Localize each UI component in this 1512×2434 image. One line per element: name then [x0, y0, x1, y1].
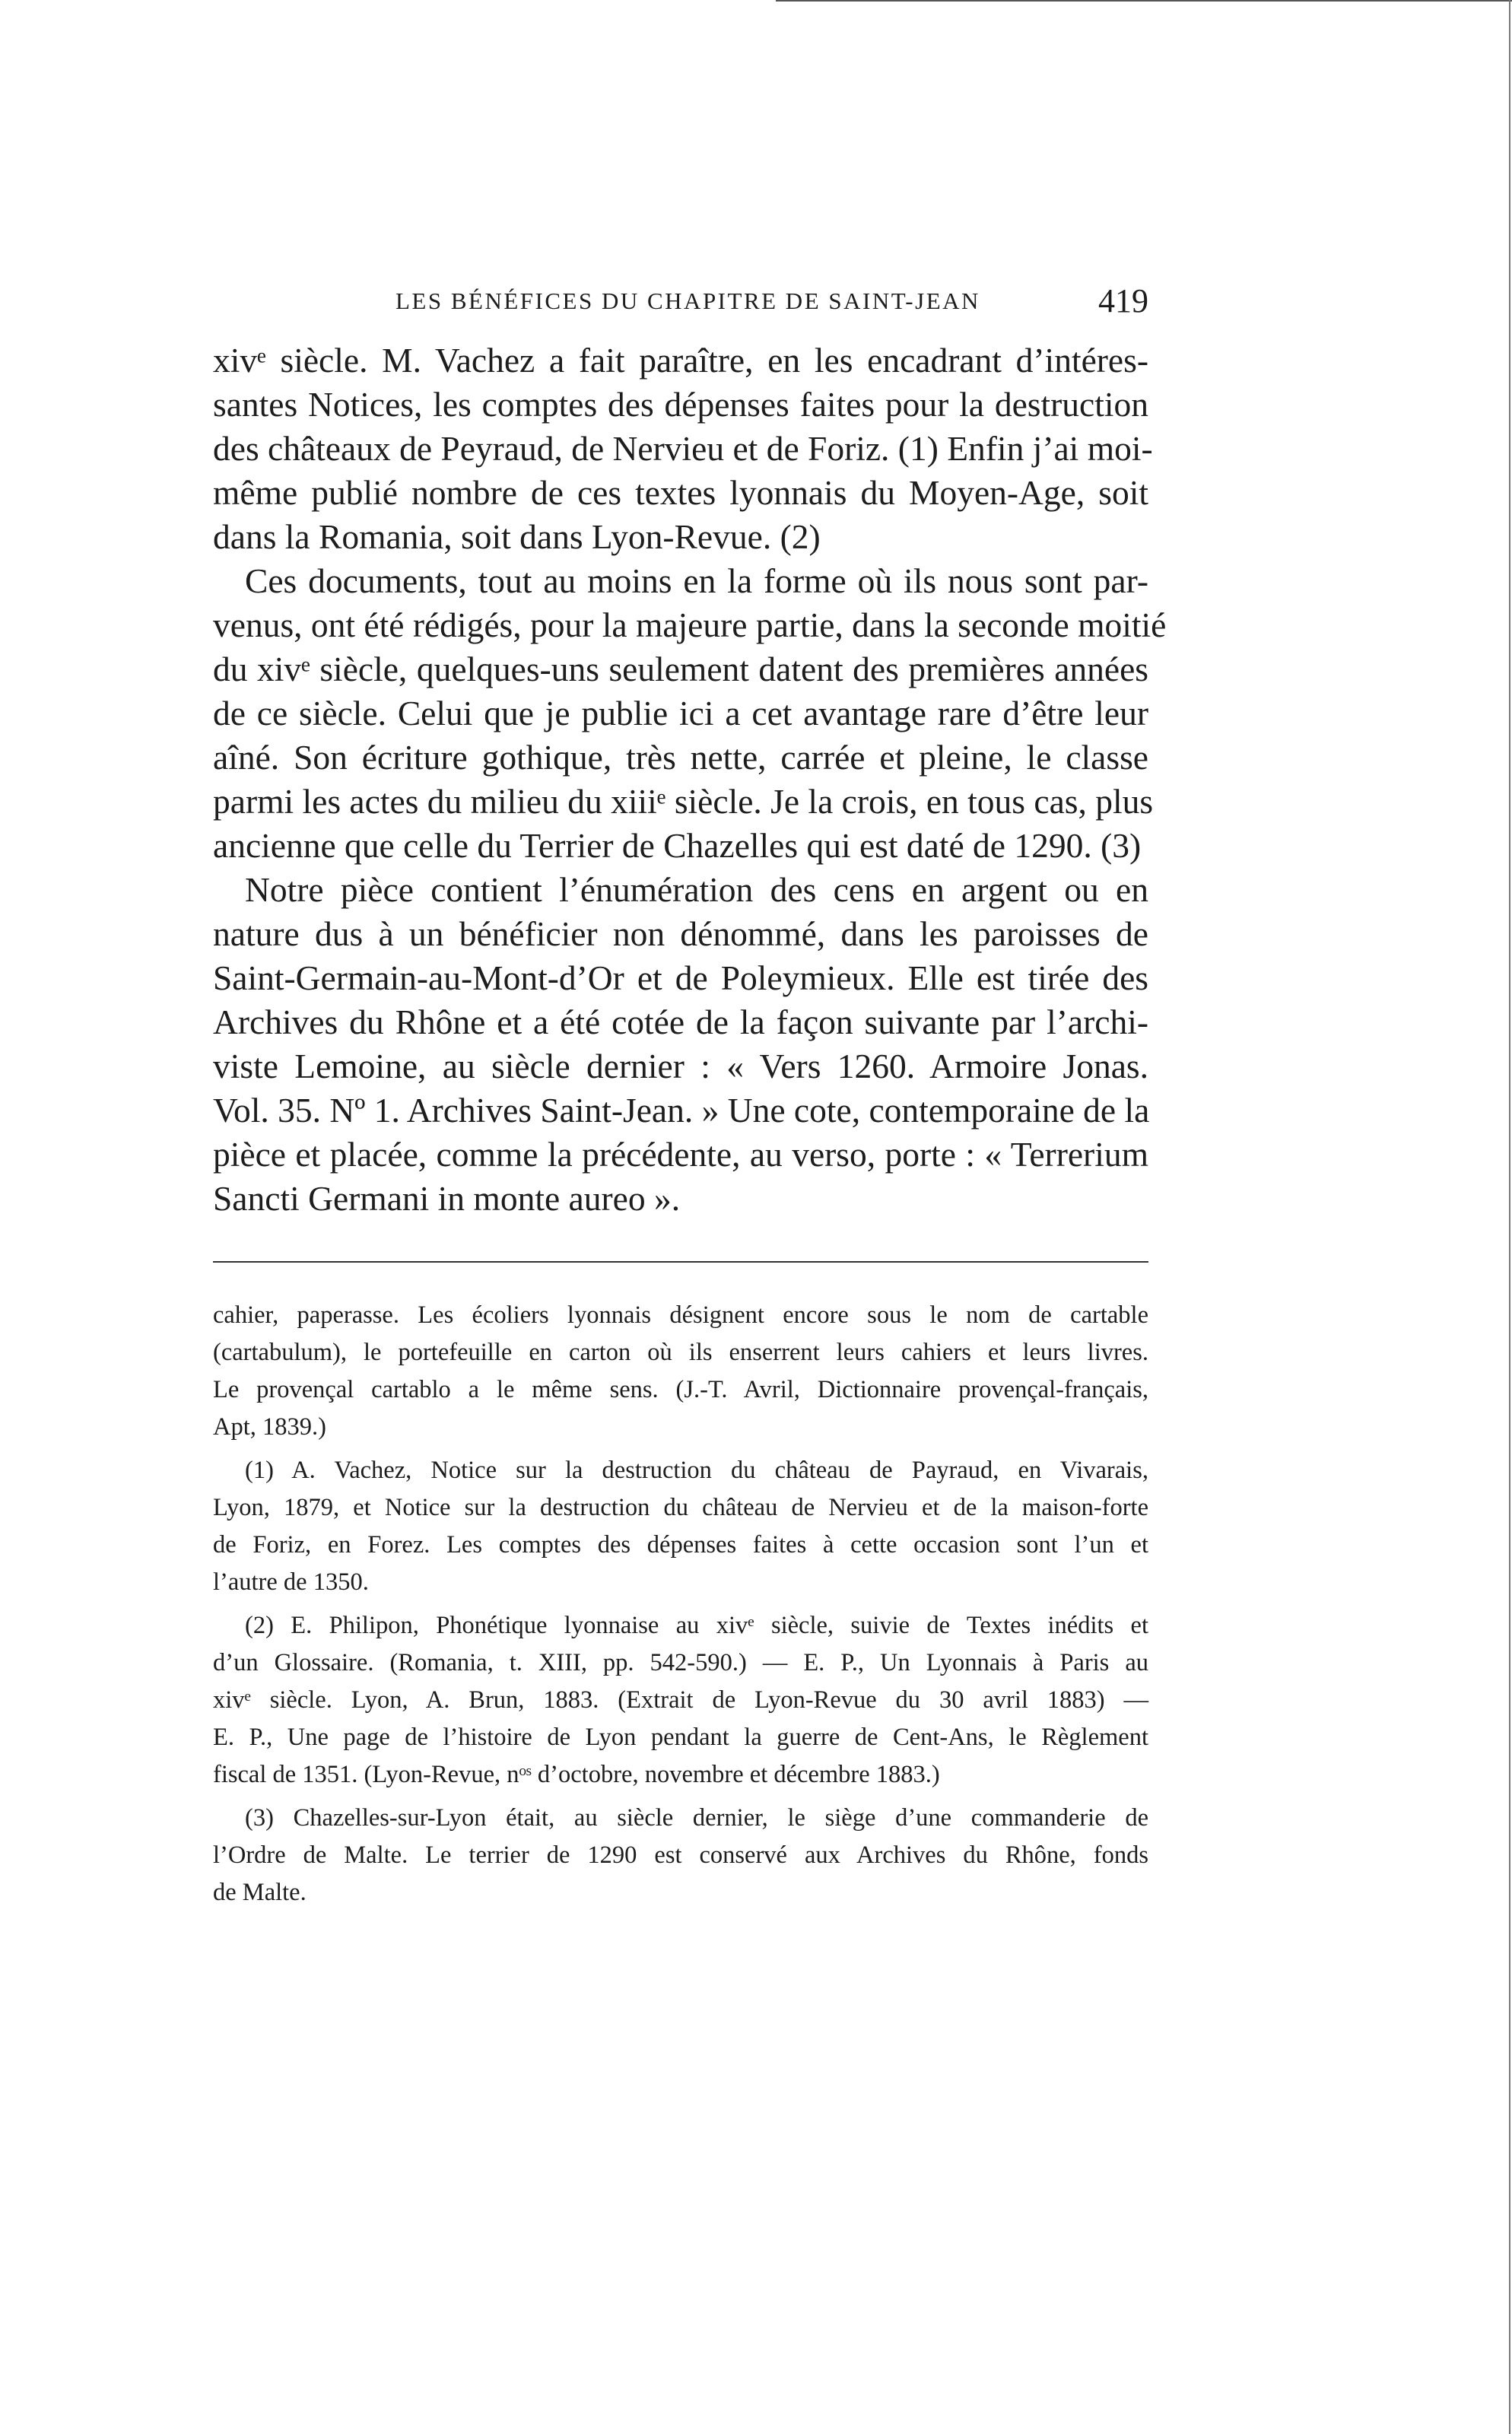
- text-line: Vol. 35. Nº 1. Archives Saint-Jean. » Une cote, contemporaine de la: [213, 1091, 1150, 1130]
- text-line: parmi les actes du milieu du xiiiᵉ siècle. Je la crois, en tous cas, plus: [213, 782, 1154, 821]
- footnote-line: (1) A. Vachez, Notice sur la destruction du château de Payraud, en Vivarais,: [245, 1457, 1148, 1484]
- text-line: Notre pièce contient l’énumération des cens en argent ou en: [245, 870, 1148, 909]
- footnote-line: de Malte.: [213, 1879, 307, 1906]
- text-line: Sancti Germani in monte aureo ».: [213, 1179, 681, 1218]
- text-line: Ces documents, tout au moins en la forme où ils nous sont par-: [245, 561, 1148, 600]
- text-line: du xivᵉ siècle, quelques-uns seulement datent des premières années: [213, 650, 1148, 688]
- footnote-line: xivᵉ siècle. Lyon, A. Brun, 1883. (Extrait de Lyon-Revue du 30 avril 1883) —: [213, 1686, 1148, 1714]
- paragraph-3: [213, 868, 1148, 1221]
- footnote-separator: [213, 1261, 1148, 1263]
- footnote-1: [213, 1452, 1148, 1601]
- footnote-line: (2) E. Philipon, Phonétique lyonnaise au xivᵉ siècle, suivie de Textes inédits et: [245, 1612, 1148, 1639]
- main-text: [213, 338, 1167, 1221]
- text-line: des châteaux de Peyraud, de Nervieu et de Foriz. (1) Enfin j’ai moi-: [213, 429, 1153, 468]
- footnote-line: cahier, paperasse. Les écoliers lyonnais désignent encore sous le nom de cartable: [213, 1301, 1148, 1329]
- text-line: pièce et placée, comme la précédente, au verso, porte : « Terrerium: [213, 1135, 1148, 1174]
- footnote-line: (cartabulum), le portefeuille en carton où ils enserrent leurs cahiers et leurs livres.: [213, 1339, 1148, 1366]
- right-edge-rule: [1509, 0, 1510, 2434]
- text-line: Saint-Germain-au-Mont-d’Or et de Poleymieux. Elle est tirée des: [213, 958, 1148, 997]
- page-header: [213, 281, 1148, 335]
- paragraph-1: [213, 338, 1153, 559]
- text-line: Archives du Rhône et a été cotée de la façon suivante par l’archi-: [213, 1003, 1148, 1041]
- text-line: xivᵉ siècle. M. Vachez a fait paraître, en les encadrant d’intéres-: [213, 341, 1148, 380]
- footnote-line: Le provençal cartablo a le même sens. (J.-T. Avril, Dictionnaire provençal-français,: [213, 1376, 1148, 1403]
- footnotes: [213, 1297, 1148, 1918]
- text-line: ancienne que celle du Terrier de Chazelles qui est daté de 1290. (3): [213, 826, 1142, 865]
- paragraph-2: [213, 559, 1167, 868]
- footnote-line: l’Ordre de Malte. Le terrier de 1290 est conservé aux Archives du Rhône, fonds: [213, 1841, 1148, 1869]
- footnote-3: [213, 1800, 1148, 1911]
- text-line: même publié nombre de ces textes lyonnais du Moyen-Age, soit: [213, 473, 1148, 512]
- footnote-continuation: [213, 1297, 1148, 1446]
- footnote-line: fiscal de 1351. (Lyon-Revue, nᵒˢ d’octobre, novembre et décembre 1883.): [213, 1761, 940, 1788]
- text-line: aîné. Son écriture gothique, très nette, carrée et pleine, le classe: [213, 738, 1148, 777]
- footnote-line: l’autre de 1350.: [213, 1568, 369, 1596]
- text-line: de ce siècle. Celui que je publie ici a cet avantage rare d’être leur: [213, 694, 1148, 732]
- text-line: dans la Romania, soit dans Lyon-Revue. (2): [213, 517, 821, 556]
- running-title: LES BÉNÉFICES DU CHAPITRE DE SAINT-JEAN: [395, 288, 980, 314]
- footnote-line: de Foriz, en Forez. Les comptes des dépenses faites à cette occasion sont l’un et: [213, 1531, 1148, 1559]
- footnote-line: Lyon, 1879, et Notice sur la destruction du château de Nervieu et de la maison-forte: [213, 1494, 1148, 1521]
- footnote-line: (3) Chazelles-sur-Lyon était, au siècle dernier, le siège d’une commanderie de: [245, 1804, 1148, 1832]
- footnote-line: Apt, 1839.): [213, 1413, 326, 1441]
- text-line: nature dus à un bénéficier non dénommé, dans les paroisses de: [213, 914, 1148, 953]
- top-edge-rule: [776, 0, 1512, 2]
- footnote-line: d’un Glossaire. (Romania, t. XIII, pp. 542-590.) — E. P., Un Lyonnais à Paris au: [213, 1649, 1148, 1676]
- footnote-2: [213, 1607, 1148, 1794]
- text-line: viste Lemoine, au siècle dernier : « Vers 1260. Armoire Jonas.: [213, 1047, 1148, 1085]
- text-line: venus, ont été rédigés, pour la majeure partie, dans la seconde moitié: [213, 605, 1167, 644]
- footnote-line: E. P., Une page de l’histoire de Lyon pendant la guerre de Cent-Ans, le Règlement: [213, 1724, 1148, 1751]
- page-number: 419: [1098, 282, 1148, 319]
- text-line: santes Notices, les comptes des dépenses faites pour la destruction: [213, 385, 1148, 424]
